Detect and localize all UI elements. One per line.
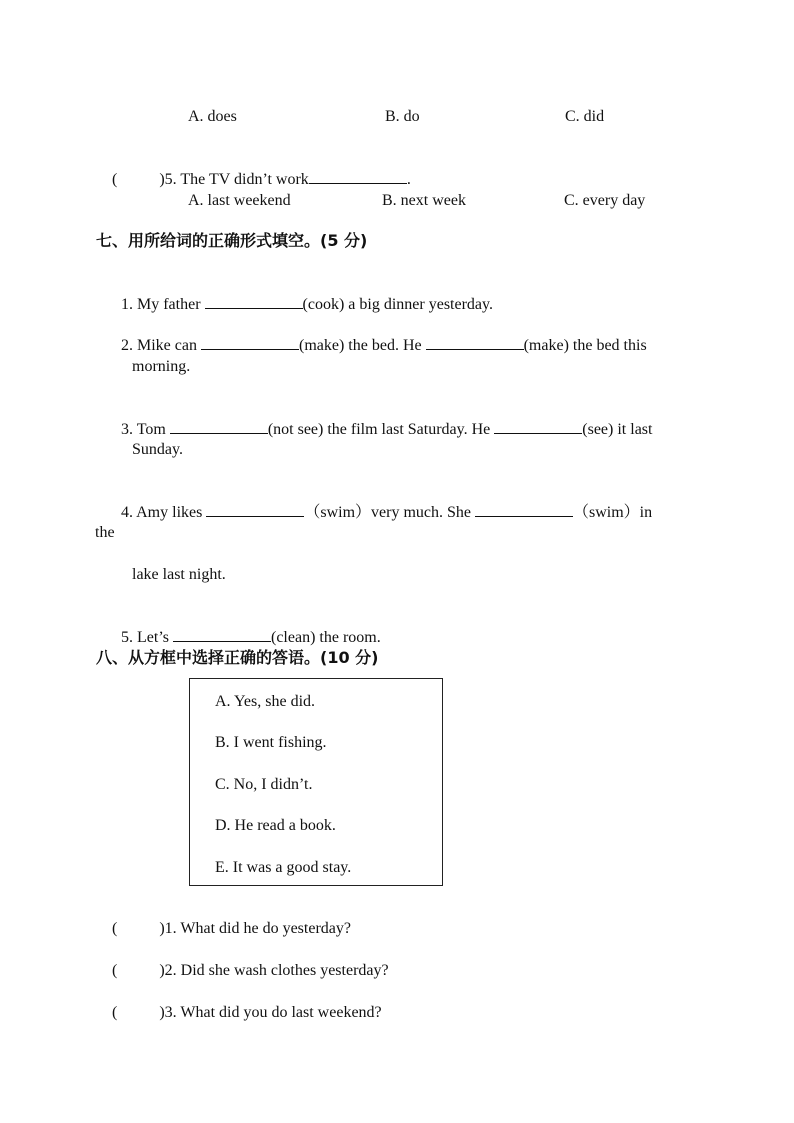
answer-blank[interactable] bbox=[494, 419, 582, 434]
answer-blank[interactable] bbox=[206, 502, 304, 517]
match-question-3: ( )3. What did you do last weekend? bbox=[112, 1004, 382, 1021]
option-c: C. did bbox=[565, 108, 605, 125]
fill-item-1: 1. My father (cook) a big dinner yesterday. bbox=[121, 296, 493, 313]
answer-box bbox=[189, 678, 443, 886]
fill-item-2: 2. Mike can (make) the bed. He (make) the bed this bbox=[121, 337, 647, 354]
fill-item-4-cont: lake last night. bbox=[132, 566, 226, 583]
answer-paren-close: ) bbox=[159, 171, 165, 188]
fill-item-4-cont: the bbox=[95, 524, 115, 541]
fill-item-4: 4. Amy likes （swim）very much. She （swim）in bbox=[121, 504, 653, 521]
answer-paren-open: ( bbox=[112, 171, 118, 188]
answer-option: A. Yes, she did. bbox=[215, 693, 316, 710]
answer-blank[interactable] bbox=[309, 169, 407, 184]
answer-option: D. He read a book. bbox=[215, 817, 336, 834]
answer-blank[interactable] bbox=[426, 335, 524, 350]
question-text: 5. The TV didn’t work bbox=[164, 171, 309, 188]
option-a: A. does bbox=[188, 108, 237, 125]
question-5: ( )5. The TV didn’t work . bbox=[112, 171, 411, 188]
option-b: B. next week bbox=[382, 192, 466, 209]
section-7-heading: 七、用所给词的正确形式填空。(5 分) bbox=[96, 231, 368, 250]
fill-item-3: 3. Tom (not see) the film last Saturday. He (see) it last bbox=[121, 421, 653, 438]
answer-blank[interactable] bbox=[201, 335, 299, 350]
answer-option: B. I went fishing. bbox=[215, 734, 327, 751]
answer-blank[interactable] bbox=[475, 502, 573, 517]
section-8-heading: 八、从方框中选择正确的答语。(10 分) bbox=[96, 648, 379, 667]
fill-item-5: 5. Let’s (clean) the room. bbox=[121, 629, 381, 646]
option-c: C. every day bbox=[564, 192, 646, 209]
answer-blank[interactable] bbox=[170, 419, 268, 434]
match-question-2: ( )2. Did she wash clothes yesterday? bbox=[112, 962, 389, 979]
fill-item-3-cont: Sunday. bbox=[132, 441, 183, 458]
answer-blank[interactable] bbox=[205, 294, 303, 309]
answer-blank[interactable] bbox=[173, 627, 271, 642]
option-a: A. last weekend bbox=[188, 192, 291, 209]
option-b: B. do bbox=[385, 108, 420, 125]
answer-option: E. It was a good stay. bbox=[215, 859, 352, 876]
answer-option: C. No, I didn’t. bbox=[215, 776, 313, 793]
fill-item-2-cont: morning. bbox=[132, 358, 191, 375]
match-question-1: ( )1. What did he do yesterday? bbox=[112, 920, 351, 937]
